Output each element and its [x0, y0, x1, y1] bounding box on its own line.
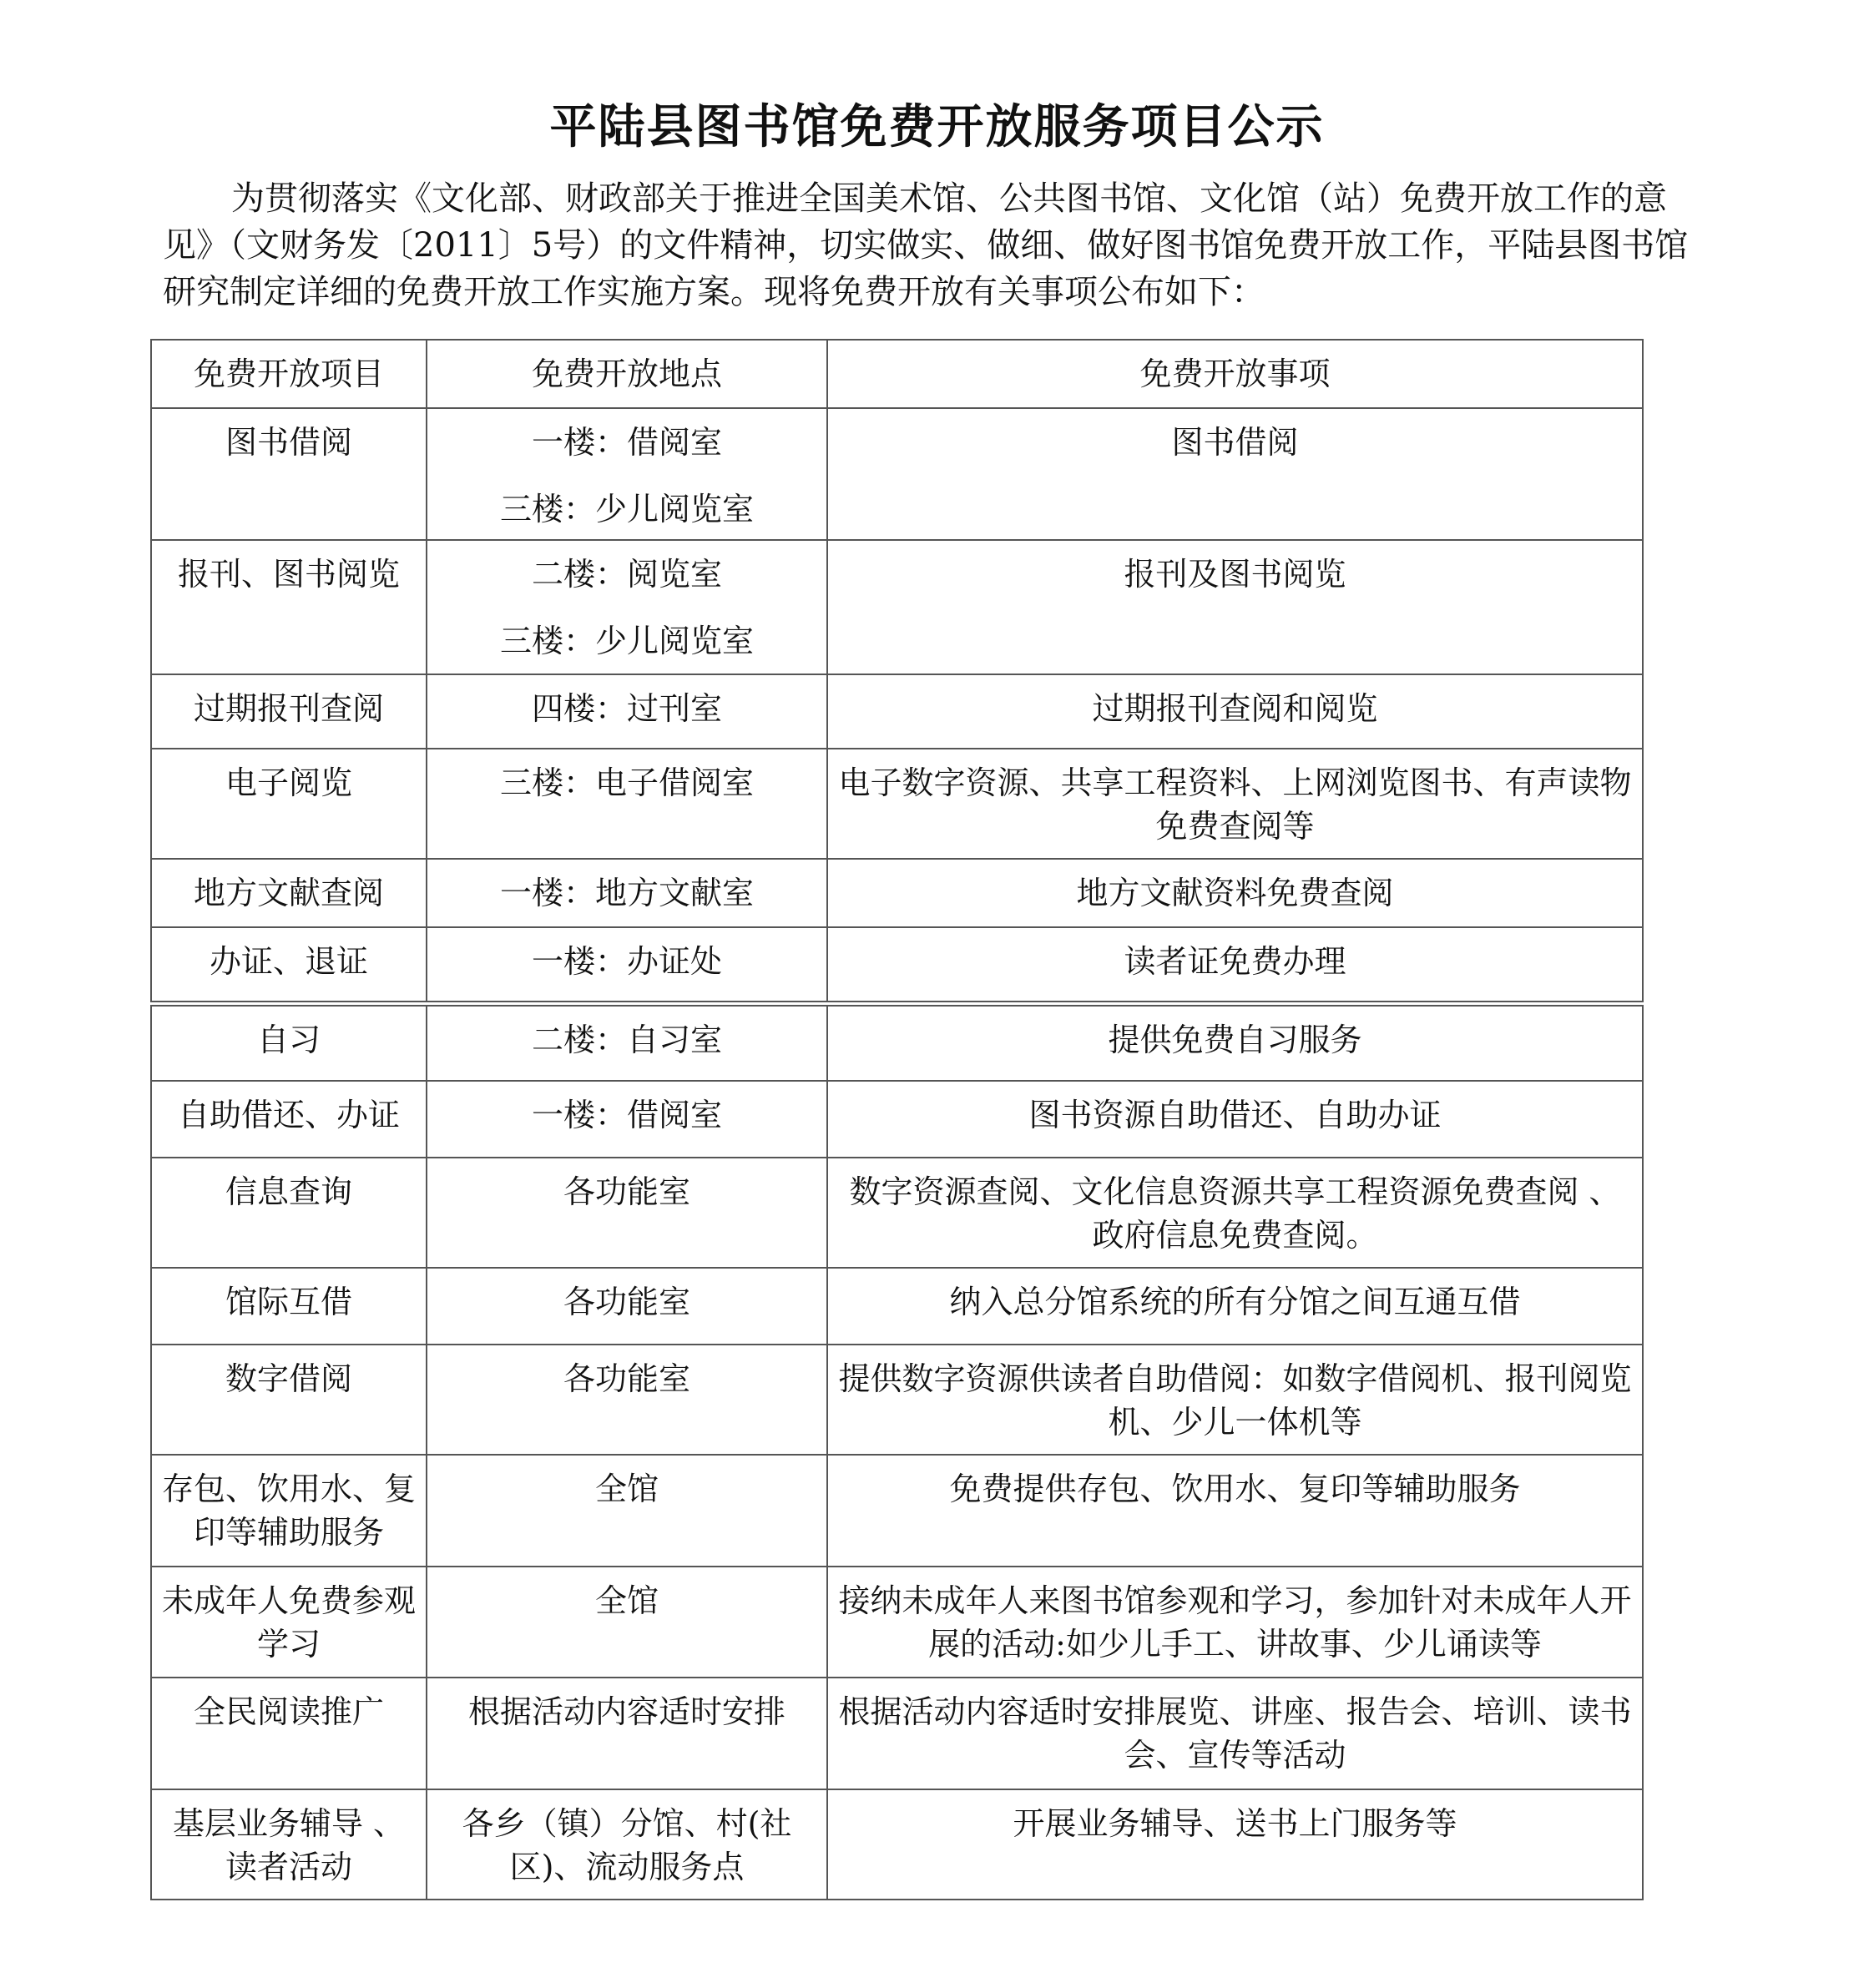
place-line: 一楼：办证处 [531, 943, 722, 980]
place-line: 根据活动内容适时安排 [467, 1693, 785, 1730]
table-row [151, 408, 1643, 540]
table-header-row [151, 340, 1643, 408]
cell-matter: 纳入总分馆系统的所有分馆之间互通互借 [827, 1268, 1643, 1345]
table-row [151, 859, 1643, 927]
place-line: 二楼：阅览室 [531, 556, 722, 593]
cell-matter: 图书借阅 [827, 408, 1643, 540]
table-row [151, 540, 1643, 674]
cell-item: 馆际互借 [151, 1268, 427, 1345]
cell-matter: 开展业务辅导、送书上门服务等 [827, 1789, 1643, 1900]
place-line: 三楼：电子借阅室 [499, 764, 754, 801]
place-line: 三楼：少儿阅览室 [499, 623, 754, 659]
place-line: 各功能室 [563, 1360, 690, 1397]
place-line: 全馆 [594, 1471, 659, 1507]
cell-item: 地方文献查阅 [151, 859, 427, 927]
cell-matter: 提供数字资源供读者自助借阅：如数字借阅机、报刊阅览机、少儿一体机等 [827, 1345, 1643, 1455]
cell-matter: 地方文献资料免费查阅 [827, 859, 1643, 927]
cell-place [427, 1678, 827, 1789]
table-row [151, 1268, 1643, 1345]
header-matter: 免费开放事项 [827, 340, 1643, 408]
cell-matter: 电子数字资源、共享工程资料、上网浏览图书、有声读物免费查阅等 [827, 749, 1643, 859]
cell-matter: 图书资源自助借还、自助办证 [827, 1081, 1643, 1158]
place-line: 各乡（镇）分馆、村(社区)、流动服务点 [462, 1805, 792, 1885]
cell-place [427, 540, 827, 674]
cell-matter: 免费提供存包、饮用水、复印等辅助服务 [827, 1455, 1643, 1567]
place-line: 一楼：地方文献室 [499, 875, 754, 911]
place-line: 一楼：借阅室 [531, 1097, 722, 1133]
table-row [151, 1455, 1643, 1567]
table-row [151, 1158, 1643, 1268]
cell-place [427, 1158, 827, 1268]
place-line: 四楼：过刊室 [531, 690, 722, 727]
cell-item: 过期报刊查阅 [151, 674, 427, 749]
cell-matter: 过期报刊查阅和阅览 [827, 674, 1643, 749]
cell-item: 信息查询 [151, 1158, 427, 1268]
place-line: 各功能室 [563, 1284, 690, 1320]
table-row [151, 1789, 1643, 1900]
cell-matter: 提供免费自习服务 [827, 1006, 1643, 1081]
cell-item: 电子阅览 [151, 749, 427, 859]
table-row [151, 1567, 1643, 1678]
cell-matter: 报刊及图书阅览 [827, 540, 1643, 674]
cell-item: 存包、饮用水、复印等辅助服务 [151, 1455, 427, 1567]
table-row [151, 1345, 1643, 1455]
place-line: 一楼：借阅室 [531, 424, 722, 461]
cell-place [427, 408, 827, 540]
cell-item: 未成年人免费参观学习 [151, 1567, 427, 1678]
cell-place [427, 1081, 827, 1158]
cell-matter: 读者证免费办理 [827, 927, 1643, 1002]
cell-item: 报刊、图书阅览 [151, 540, 427, 674]
cell-matter: 根据活动内容适时安排展览、讲座、报告会、培训、读书会、宣传等活动 [827, 1678, 1643, 1789]
table-row [151, 1081, 1643, 1158]
cell-item: 数字借阅 [151, 1345, 427, 1455]
cell-place [427, 1455, 827, 1567]
intro-paragraph: 为贯彻落实《文化部、财政部关于推进全国美术馆、公共图书馆、文化馆（站）免费开放工作的意见》（文财务发〔2011〕5号）的文件精神，切实做实、做细、做好图书馆免费开放工作，平陆县图书馆研究制定详细的免费开放工作实施方案。现将免费开放有关事项公布如下： [163, 179, 1689, 311]
cell-item: 自助借还、办证 [151, 1081, 427, 1158]
cell-place [427, 859, 827, 927]
table-row [151, 674, 1643, 749]
cell-item: 基层业务辅导 、读者活动 [151, 1789, 427, 1900]
services-table-part-2 [150, 1005, 1644, 1900]
cell-matter: 数字资源查阅、文化信息资源共享工程资源免费查阅 、政府信息免费查阅。 [827, 1158, 1643, 1268]
cell-item: 办证、退证 [151, 927, 427, 1002]
cell-item: 自习 [151, 1006, 427, 1081]
table-row [151, 927, 1643, 1002]
table-row [151, 1006, 1643, 1081]
place-line: 二楼：自习室 [531, 1022, 722, 1058]
place-line: 各功能室 [563, 1173, 690, 1210]
place-line: 全馆 [594, 1582, 659, 1619]
cell-place [427, 1345, 827, 1455]
cell-place [427, 1567, 827, 1678]
header-item: 免费开放项目 [151, 340, 427, 408]
cell-place [427, 1789, 827, 1900]
cell-item: 全民阅读推广 [151, 1678, 427, 1789]
cell-place [427, 1268, 827, 1345]
cell-place [427, 674, 827, 749]
cell-place [427, 1006, 827, 1081]
cell-place [427, 749, 827, 859]
table-row [151, 749, 1643, 859]
header-place: 免费开放地点 [427, 340, 827, 408]
table-row [151, 1678, 1643, 1789]
cell-place [427, 927, 827, 1002]
place-line: 三楼：少儿阅览室 [499, 491, 754, 527]
services-table-part-1 [150, 339, 1644, 1002]
page-title: 平陆县图书馆免费开放服务项目公示 [549, 100, 1325, 154]
cell-item: 图书借阅 [151, 408, 427, 540]
cell-matter: 接纳未成年人来图书馆参观和学习，参加针对未成年人开展的活动:如少儿手工、讲故事、少儿诵读等 [827, 1567, 1643, 1678]
